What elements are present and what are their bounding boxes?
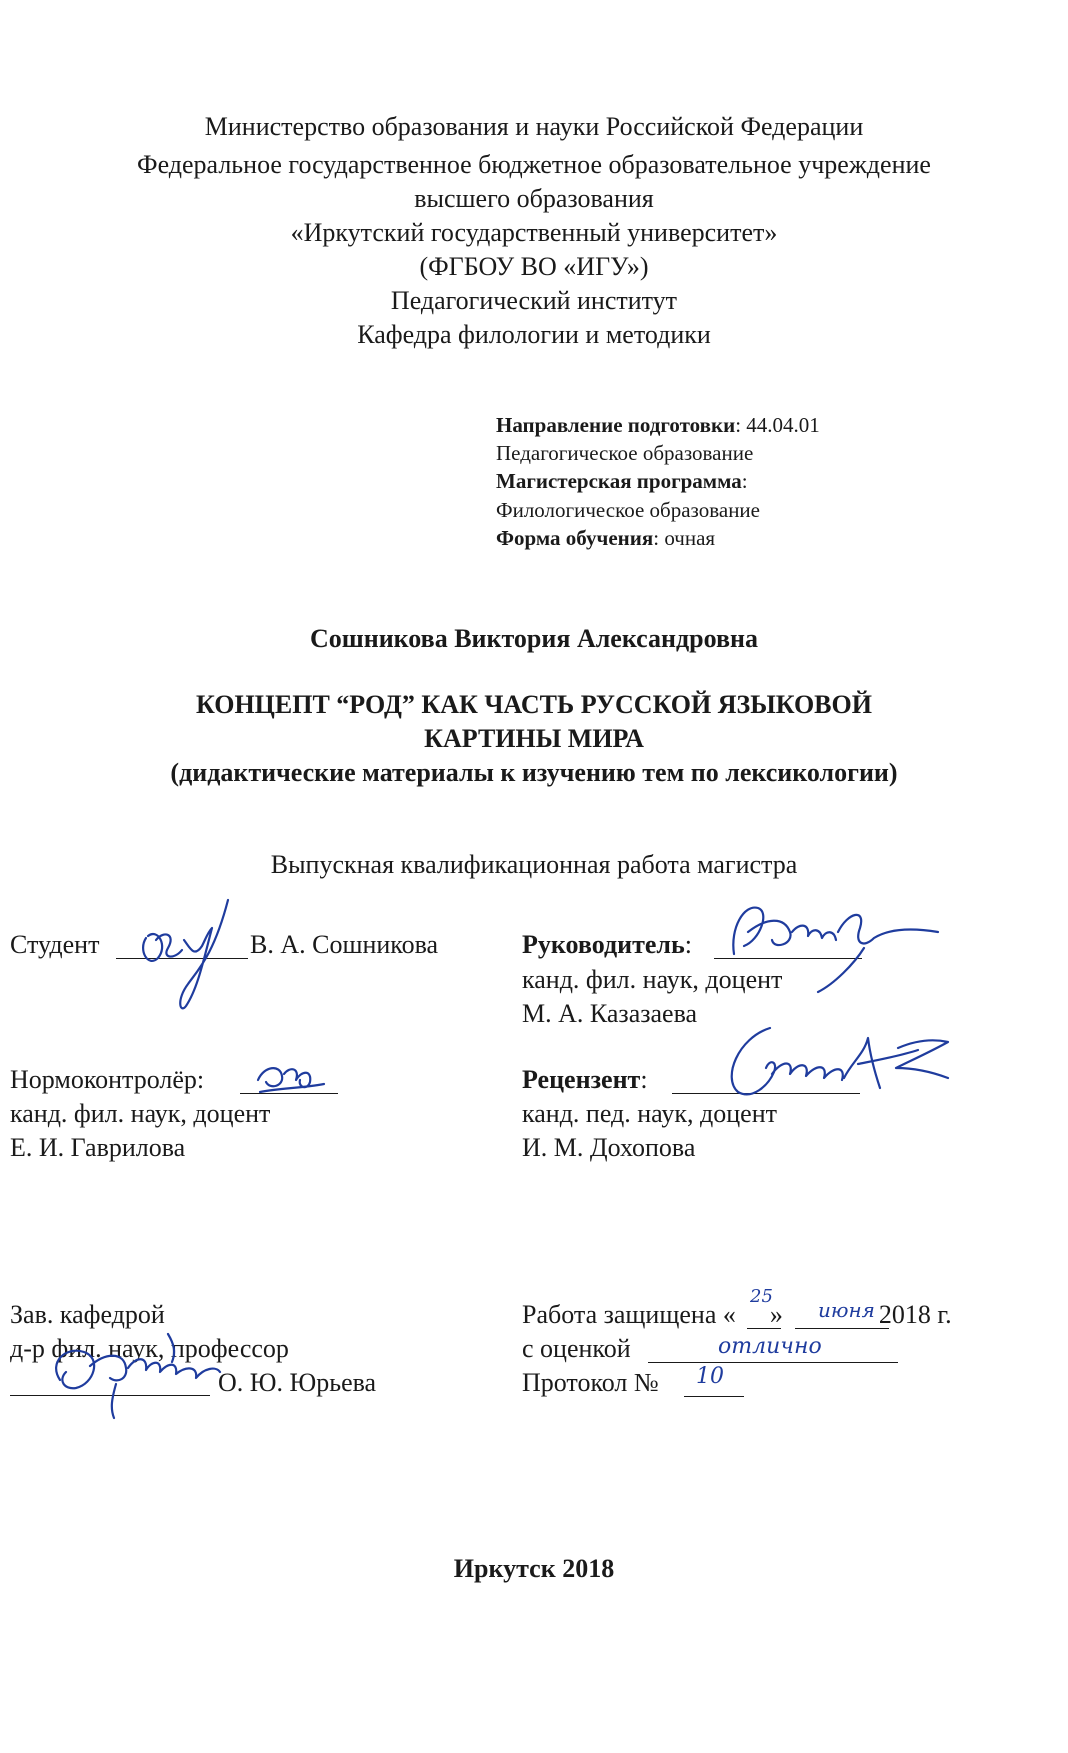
supervisor-label-line: [522, 928, 692, 962]
defense-month-line: [795, 1328, 889, 1329]
work-type: Выпускная квалификационная работа магистра: [270, 850, 798, 879]
normcontrol-label: Нормоконтролёр:: [10, 1065, 205, 1094]
protocol-number: 10: [696, 1364, 724, 1389]
study-form-label: Форма обучения: [496, 526, 654, 550]
head-signature: [40, 1322, 240, 1422]
city-year: Иркутск 2018: [453, 1554, 615, 1583]
head-label: Зав. кафедрой: [10, 1300, 165, 1329]
normcontrol-signature: [250, 1052, 330, 1100]
student-signature: [128, 888, 248, 1018]
reviewer-signature: [708, 1008, 958, 1108]
reviewer-label: Рецензент: [522, 1065, 641, 1094]
institution-type-line: Федеральное государственное бюджетное образовательное учреждение: [137, 150, 931, 179]
grade-label: с оценкой: [522, 1334, 631, 1363]
normcontrol-degree: канд. фил. наук, доцент: [10, 1099, 271, 1128]
ministry-line: Министерство образования и науки Российской Федерации: [204, 112, 864, 141]
abbreviation-line: (ФГБОУ ВО «ИГУ»): [419, 252, 649, 281]
student-label: Студент: [10, 930, 100, 959]
thesis-title-line-1: КОНЦЕПТ “РОД” КАК ЧАСТЬ РУССКОЙ ЯЗЫКОВОЙ: [196, 690, 872, 719]
supervisor-colon: :: [684, 930, 693, 959]
study-form-value: : очная: [653, 526, 716, 550]
protocol-label: Протокол №: [522, 1368, 659, 1397]
defense-day-line: [747, 1328, 781, 1329]
supervisor-label: Руководитель: [522, 930, 685, 959]
protocol-line: [684, 1396, 744, 1397]
thesis-title-line-2: КАРТИНЫ МИРА: [424, 724, 644, 753]
direction-name: Педагогическое образование: [496, 441, 754, 465]
master-program-colon: :: [741, 469, 748, 493]
author-name: Сошникова Виктория Александровна: [309, 624, 759, 653]
grade-value: отлично: [718, 1334, 822, 1359]
defense-prefix: Работа защищена «: [522, 1300, 736, 1329]
university-line: «Иркутский государственный университет»: [290, 218, 778, 247]
direction-label: Направление подготовки: [496, 413, 736, 437]
direction-value: : 44.04.01: [735, 413, 820, 437]
institute-line: Педагогический институт: [390, 286, 678, 315]
defense-month: июня: [818, 1298, 875, 1322]
supervisor-signature: [714, 888, 944, 998]
department-line: Кафедра филологии и методики: [357, 320, 711, 349]
master-program-line: [496, 468, 748, 495]
defense-line: [522, 1298, 952, 1332]
education-level-line: высшего образования: [414, 184, 654, 213]
student-name: В. А. Сошникова: [250, 930, 439, 959]
study-form-line: [496, 525, 715, 552]
head-name: О. Ю. Юрьева: [218, 1368, 377, 1397]
reviewer-label-line: [522, 1063, 648, 1097]
reviewer-colon: :: [640, 1065, 648, 1094]
supervisor-degree: канд. фил. наук, доцент: [522, 965, 783, 994]
master-program-value: Филологическое образование: [496, 498, 760, 522]
reviewer-name: И. М. Дохопова: [522, 1133, 696, 1162]
thesis-subtitle: (дидактические материалы к изучению тем по лексикологии): [170, 758, 898, 787]
defense-year: 2018 г.: [878, 1300, 952, 1329]
grade-line: [648, 1362, 898, 1363]
master-program-label: Магистерская программа: [496, 469, 742, 493]
defense-day: 25: [750, 1286, 773, 1307]
reviewer-degree: канд. пед. наук, доцент: [522, 1099, 777, 1128]
defense-mid: »: [769, 1300, 783, 1329]
normcontrol-name: Е. И. Гаврилова: [10, 1133, 186, 1162]
supervisor-name: М. А. Казазаева: [522, 999, 698, 1028]
head-degree: д-р фил. наук, профессор: [10, 1334, 289, 1363]
direction-line: [496, 412, 820, 439]
